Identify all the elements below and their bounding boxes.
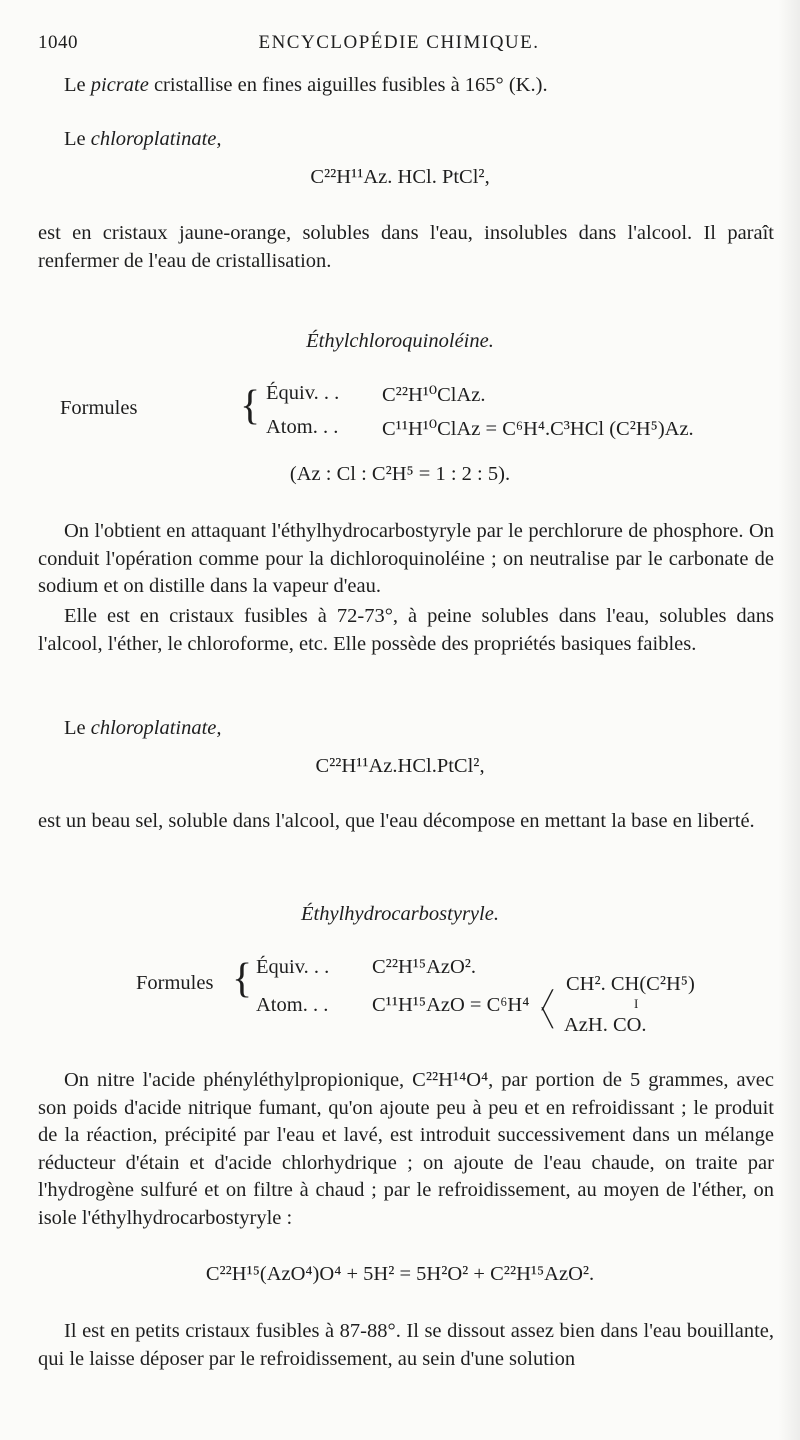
equiv-formula: C²²H¹⁰ClAz. (382, 384, 486, 406)
paragraph-nitration: On nitre l'acide phényléthylpropionique, C²²H¹⁴O⁴, par portion de 5 grammes, avec son poids d'acide nitrique fumant, qu'on ajoute peu à peu et en refroidissant ; le produit de la réaction, précipité par l'eau et lavé, est introduit successivement dans un mélange réducteur d'étain et d'acide chlorhydrique ; on ajoute de l'eau chaude, on traite par l'hydrogène sulfuré et on filtre à chaud ; par le refroidissement, au moyen de l'éther, on isole l'éthylhydrocarbostyryle : (38, 1069, 774, 1229)
bond-up: ╱ (542, 990, 553, 1010)
page-edge-shadow (778, 0, 800, 1440)
page-number: 1040 (38, 32, 78, 53)
paragraph-picrate (38, 72, 774, 100)
bond-vertical: I (634, 996, 639, 1011)
paragraph-chloroplatinate-2 (38, 715, 774, 743)
atom-label: Atom. . . (256, 994, 329, 1016)
formulas-label: Formules (60, 397, 138, 419)
branch-top: CH². CH(C²H⁵) (566, 973, 695, 995)
heading-ethylchloroquinoleine: Éthylchloroquinoléine. (306, 330, 494, 352)
brace: { (232, 956, 253, 1002)
page-header (38, 32, 760, 54)
heading-ethylhydrocarbostyryle: Éthylhydrocarbostyryle. (301, 903, 499, 925)
formulas-label: Formules (136, 972, 214, 994)
paragraph-salt: est un beau sel, soluble dans l'alcool, que l'eau décompose en mettant la base en liberté. (38, 810, 755, 832)
atom-formula: C¹¹H¹⁰ClAz = C⁶H⁴.C³HCl (C²H⁵)Az. (382, 418, 694, 440)
equiv-label: Équiv. . . (256, 956, 330, 978)
paragraph-chloroplatinate-1 (38, 126, 774, 154)
bond-down: ╲ (542, 1008, 553, 1028)
atom-formula: C¹¹H¹⁵AzO = C⁶H⁴ (372, 994, 530, 1016)
text-lead: Le (64, 74, 91, 96)
text-lead: Le (64, 717, 91, 739)
equiv-label: Équiv. . . (266, 382, 340, 404)
branch-bottom: AzH. CO. (564, 1014, 647, 1036)
text-rest: cristallise en fines aiguilles fusibles à 165° (K.). (148, 74, 548, 96)
equiv-formula: C²²H¹⁵AzO². (372, 956, 477, 978)
term-chloroplatinate: chloroplatinate, (90, 128, 222, 150)
atom-label: Atom. . . (266, 416, 339, 438)
running-title: ENCYCLOPÉDIE CHIMIQUE. (258, 32, 540, 53)
paragraph-crystals: est en cristaux jaune-orange, solubles dans l'eau, insolubles dans l'alcool. Il paraît renfermer de l'eau de cristallisation. (38, 222, 774, 272)
term-chloroplatinate: chloroplatinate, (90, 717, 222, 739)
paragraph-preparation: On l'obtient en attaquant l'éthylhydrocarbostyryle par le perchlorure de phosphore. On conduit l'opération comme pour la dichloroquinoléine ; on neutralise par le carbonate de sodium et on distille dans la vapeur d'eau. (38, 520, 774, 597)
paragraph-properties: Elle est en cristaux fusibles à 72-73°, à peine solubles dans l'eau, solubles dans l'alcool, l'éther, le chloroforme, etc. Elle possède des propriétés basiques faibles. (38, 605, 774, 655)
formula-chloroplatinate-2: C²²H¹¹Az.HCl.PtCl², (315, 755, 485, 777)
ratio-formula: (Az : Cl : C²H⁵ = 1 : 2 : 5). (289, 463, 511, 485)
brace: { (240, 383, 261, 429)
term-picrate: picrate (90, 74, 149, 96)
paragraph-crystals-2: Il est en petits cristaux fusibles à 87-88°. Il se dissout assez bien dans l'eau bouillante, qui le laisse déposer par le refroidissement, au sein d'une solution (38, 1320, 774, 1370)
formula-reduction: C²²H¹⁵(AzO⁴)O⁴ + 5H² = 5H²O² + C²²H¹⁵AzO². (205, 1263, 595, 1285)
formula-chloroplatinate-1: C²²H¹¹Az. HCl. PtCl², (310, 166, 490, 188)
text-lead: Le (64, 128, 91, 150)
